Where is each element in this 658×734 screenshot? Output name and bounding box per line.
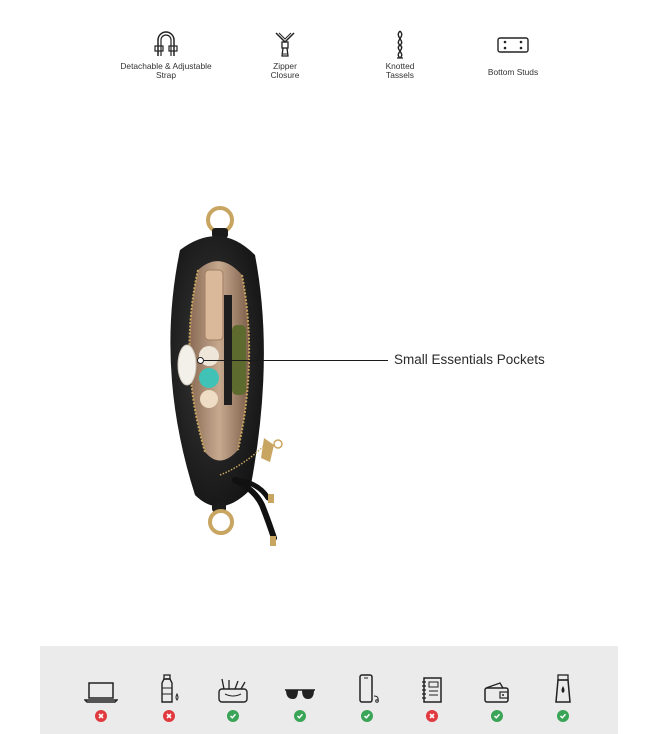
fit-item-water-bottle [147, 672, 191, 728]
sunglasses-icon [283, 684, 317, 704]
fit-item-makeup [211, 672, 255, 728]
no-fit-icon [163, 710, 175, 722]
fit-item-sunglasses [278, 672, 322, 728]
laptop-icon [84, 680, 118, 704]
strap-icon [146, 28, 186, 60]
fit-panel [40, 646, 618, 734]
fit-item-phone [345, 672, 389, 728]
notebook-icon [419, 676, 445, 704]
fits-check-icon [557, 710, 569, 722]
fits-check-icon [294, 710, 306, 722]
feature-label: Detachable & Adjustable Strap [120, 61, 212, 81]
fit-item-wallet [475, 672, 519, 728]
callout-line [200, 360, 388, 361]
callout-label: Small Essentials Pockets [394, 352, 545, 367]
studs-icon [493, 28, 533, 60]
fits-check-icon [491, 710, 503, 722]
feature-zipper [220, 28, 350, 81]
feature-row [0, 28, 658, 98]
water-bottle-icon [157, 674, 181, 704]
no-fit-icon [426, 710, 438, 722]
phone-icon [352, 674, 382, 704]
feature-tassels [335, 28, 465, 81]
zipper-icon [265, 28, 305, 60]
callout-dot [197, 357, 204, 364]
no-fit-icon [95, 710, 107, 722]
fits-check-icon [227, 710, 239, 722]
feature-studs [448, 28, 578, 77]
feature-strap [101, 28, 231, 81]
wallet-icon [482, 680, 512, 704]
feature-label: Zipper Closure [270, 61, 300, 81]
product-image [150, 200, 310, 560]
makeup-icon [216, 676, 250, 704]
feature-label: Bottom Studs [487, 67, 539, 77]
fit-item-notebook [410, 672, 454, 728]
fit-item-lotion [541, 672, 585, 728]
fits-check-icon [361, 710, 373, 722]
tassel-icon [380, 28, 420, 60]
feature-label: Knotted Tassels [385, 61, 415, 81]
bag-illustration [150, 200, 310, 560]
lotion-icon [553, 674, 573, 704]
fit-item-laptop [79, 672, 123, 728]
